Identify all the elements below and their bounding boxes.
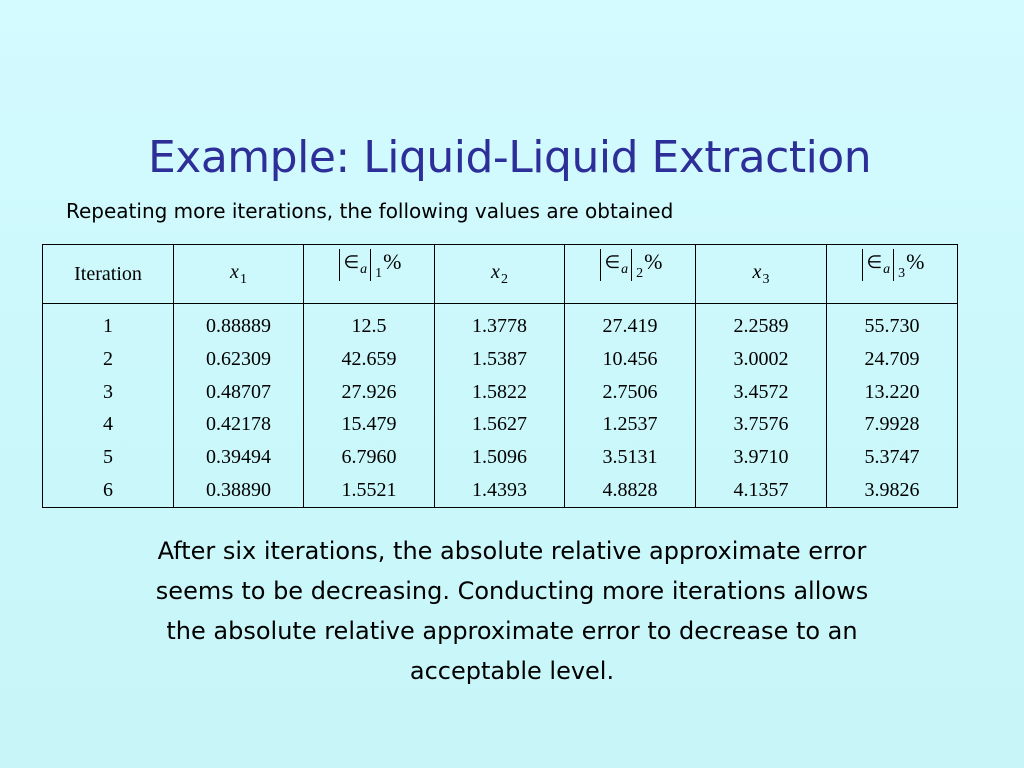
abs-bar-left — [862, 249, 863, 281]
conclusion-line: seems to be decreasing. Conducting more iterations allows — [155, 577, 869, 605]
column-x1 — [174, 304, 304, 508]
percent-symbol: % — [644, 249, 663, 274]
slide-title: Example: Liquid-Liquid Extraction — [148, 132, 872, 183]
epsilon-subscript: a — [883, 262, 891, 277]
table-cell-value: 1.3778 — [472, 315, 527, 337]
abs-error-subscript: 3 — [898, 266, 906, 281]
epsilon-group — [604, 249, 628, 277]
table-cell-value: 5.3747 — [864, 446, 920, 469]
table-cell-value: 1.2537 — [602, 413, 658, 436]
table-cell-value: 5 — [103, 446, 113, 469]
table-cell-value: 0.62309 — [206, 347, 271, 370]
epsilon-symbol: ∈ — [866, 252, 883, 272]
header-x1-subscript: 1 — [239, 271, 247, 287]
table-cell-value: 2 — [103, 347, 113, 370]
slide-subtitle: Repeating more iterations, the following values are obtained — [66, 199, 674, 223]
table-cell-value: 0.39494 — [206, 446, 271, 469]
table-cell-value: 3.5131 — [602, 446, 658, 469]
column-abs-error-2 — [565, 304, 696, 508]
table-cell-value: 55.730 — [864, 315, 920, 337]
table-cell-value: 12.5 — [351, 315, 387, 337]
conclusion-line: the absolute relative approximate error to decrease to an — [166, 617, 858, 645]
abs-bar-right — [370, 249, 371, 281]
table-cell-value: 6.7960 — [341, 446, 397, 469]
epsilon-symbol: ∈ — [604, 252, 621, 272]
table-cell-value: 1 — [103, 315, 113, 337]
table-cell-value: 3.9826 — [864, 478, 920, 501]
header-x1-symbol: x — [230, 260, 239, 283]
table-cell-value: 3.0002 — [733, 347, 789, 370]
table-cell-value: 27.926 — [341, 380, 397, 403]
table-cell-value: 0.48707 — [206, 380, 271, 403]
table-cell-value: 7.9928 — [864, 413, 920, 436]
header-abs-error-2 — [565, 245, 696, 304]
table-cell-value: 6 — [103, 478, 113, 501]
table-cell-value: 3.4572 — [733, 380, 789, 403]
table-cell-value: 15.479 — [341, 413, 397, 436]
table-cell-value: 24.709 — [864, 347, 920, 370]
header-x2 — [435, 245, 565, 304]
percent-symbol: % — [906, 249, 925, 274]
column-iteration — [43, 304, 174, 508]
column-x3 — [696, 304, 827, 508]
abs-error-subscript: 2 — [636, 266, 644, 281]
epsilon-group — [343, 249, 367, 277]
conclusion-text — [40, 531, 984, 691]
abs-error-subscript: 1 — [375, 266, 383, 281]
header-abs-error-1 — [304, 245, 435, 304]
table-cell-value: 3.9710 — [733, 446, 789, 469]
table-cell-value: 1.5387 — [472, 347, 527, 370]
header-x2-symbol: x — [491, 260, 500, 283]
table-cell-value: 42.659 — [341, 347, 397, 370]
column-x2 — [435, 304, 565, 508]
table-cell-value: 13.220 — [864, 380, 920, 403]
header-x3 — [696, 245, 827, 304]
table-cell-value: 27.419 — [602, 315, 658, 337]
table-cell-value: 10.456 — [602, 347, 658, 370]
table-cell-value: 1.5096 — [472, 446, 527, 469]
epsilon-group — [866, 249, 890, 277]
abs-error-3-expression — [859, 249, 924, 281]
header-x2-subscript: 2 — [500, 271, 508, 287]
abs-bar-left — [600, 249, 601, 281]
header-x3-subscript: 3 — [762, 271, 770, 287]
header-x3-symbol: x — [752, 260, 762, 283]
table-data-row — [43, 304, 958, 508]
table-cell-value: 0.42178 — [206, 413, 271, 436]
header-abs-error-3 — [827, 245, 958, 304]
header-iteration: Iteration — [43, 245, 174, 304]
abs-bar-left — [339, 249, 340, 281]
table-cell-value: 4.8828 — [602, 478, 658, 501]
epsilon-symbol: ∈ — [343, 252, 360, 272]
table-header-row — [43, 245, 958, 304]
table-cell-value: 0.88889 — [206, 315, 271, 337]
table-cell-value: 4.1357 — [733, 478, 789, 501]
table-cell-value: 4 — [103, 413, 113, 436]
abs-error-1-expression — [336, 249, 401, 281]
table-cell-value: 3.7576 — [733, 413, 789, 436]
table-cell-value: 0.38890 — [206, 478, 271, 501]
column-abs-error-1 — [304, 304, 435, 508]
abs-error-2-expression — [597, 249, 662, 281]
header-x1 — [174, 245, 304, 304]
table-cell-value: 2.2589 — [733, 315, 789, 337]
epsilon-subscript: a — [360, 262, 368, 277]
table-cell-value: 2.7506 — [602, 380, 658, 403]
conclusion-line: After six iterations, the absolute relative approximate error — [157, 537, 867, 565]
abs-bar-right — [893, 249, 894, 281]
column-abs-error-3 — [827, 304, 958, 508]
table-cell-value: 3 — [103, 380, 113, 403]
epsilon-subscript: a — [621, 262, 629, 277]
conclusion-line: acceptable level. — [409, 657, 615, 685]
table-cell-value: 1.5627 — [472, 413, 527, 436]
abs-bar-right — [631, 249, 632, 281]
table-cell-value: 1.5822 — [472, 380, 527, 403]
percent-symbol: % — [383, 249, 402, 274]
table-cell-value: 1.5521 — [341, 478, 397, 501]
table-cell-value: 1.4393 — [472, 478, 527, 501]
iteration-table — [42, 244, 958, 508]
